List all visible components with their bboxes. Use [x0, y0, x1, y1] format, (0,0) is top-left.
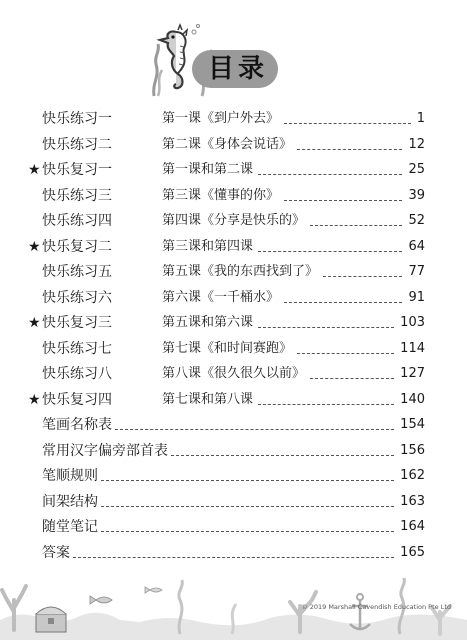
star-icon: ★ — [28, 238, 41, 255]
toc-entry-page: 91 — [405, 286, 425, 310]
dot-leader — [284, 123, 411, 124]
dot-leader — [101, 480, 394, 481]
dot-leader — [310, 378, 394, 379]
toc-entry-page: 165 — [397, 541, 425, 565]
dot-leader — [323, 276, 402, 277]
toc-entry[interactable] — [0, 337, 467, 361]
star-icon: ★ — [28, 162, 41, 178]
toc-entry-page: 25 — [405, 158, 425, 182]
toc-entry-page: 1 — [414, 107, 425, 131]
toc-entry[interactable] — [0, 107, 467, 131]
dot-leader — [115, 429, 394, 430]
toc-entry-label: 快乐练习七 — [42, 340, 112, 357]
toc-entry[interactable] — [0, 260, 467, 284]
dot-leader — [258, 174, 402, 175]
toc-entry-page: 156 — [397, 439, 425, 463]
dot-leader — [171, 455, 394, 456]
toc-header — [150, 22, 350, 97]
toc-entry-lesson: 第六课《一千桶水》 — [162, 286, 281, 310]
toc-entry-label: 快乐练习二 — [42, 136, 112, 153]
toc-entry-lesson: 第七课和第八课 — [162, 388, 255, 412]
toc-entry-label: 快乐复习四 — [42, 391, 112, 408]
toc-entry-page: 77 — [405, 260, 425, 284]
toc-entry-page: 103 — [397, 311, 425, 335]
toc-entry-lesson: 第五课和第六课 — [162, 311, 255, 335]
toc-entry[interactable] — [0, 133, 467, 157]
toc-entry-label: 快乐复习三 — [42, 315, 112, 331]
toc-entry-label: 快乐练习六 — [42, 289, 112, 306]
toc-entry[interactable] — [0, 311, 467, 335]
toc-entry-label: 快乐复习一 — [42, 162, 112, 178]
toc-entry[interactable] — [0, 235, 467, 259]
toc-entry-lesson: 第二课《身体会说话》 — [162, 133, 294, 157]
toc-entry[interactable] — [0, 286, 467, 310]
dot-leader — [297, 149, 402, 150]
toc-entry-lesson: 第八课《很久很久以前》 — [162, 362, 307, 386]
toc-entry-page: 154 — [397, 413, 425, 437]
toc-entry-lesson: 第四课《分享是快乐的》 — [162, 209, 307, 233]
coral-reef-illustration — [0, 560, 467, 640]
dot-leader — [284, 200, 402, 201]
toc-entry-page: 114 — [397, 337, 425, 361]
toc-entry[interactable] — [0, 209, 467, 233]
toc-entry[interactable] — [0, 515, 467, 539]
dot-leader — [73, 557, 394, 558]
toc-entry-label: 笔画名称表 — [42, 417, 112, 433]
toc-entry-label: 快乐练习四 — [42, 213, 112, 229]
toc-entry[interactable] — [0, 362, 467, 386]
toc-entry-label: 常用汉字偏旁部首表 — [42, 442, 168, 459]
toc-entry-label: 答案 — [42, 544, 70, 561]
toc-entry-page: 39 — [405, 184, 425, 208]
toc-entry-lesson: 第一课《到户外去》 — [162, 107, 281, 131]
toc-entry-lesson: 第五课《我的东西找到了》 — [162, 260, 320, 284]
toc-entry-page: 64 — [405, 235, 425, 259]
toc-entry-page: 127 — [397, 362, 425, 386]
toc-entry-lesson: 第三课《懂事的你》 — [162, 184, 281, 208]
toc-entry-page: 140 — [397, 388, 425, 412]
toc-entry-label: 随堂笔记 — [42, 519, 98, 535]
dot-leader — [101, 506, 394, 507]
toc-entry-page: 12 — [405, 133, 425, 157]
dot-leader — [258, 327, 394, 328]
dot-leader — [101, 531, 394, 532]
dot-leader — [258, 251, 402, 252]
toc-entry-page: 163 — [397, 490, 425, 514]
toc-entry[interactable] — [0, 184, 467, 208]
toc-entry[interactable] — [0, 158, 467, 182]
toc-entry[interactable] — [0, 464, 467, 488]
dot-leader — [258, 404, 394, 405]
toc-entry-label: 快乐练习八 — [42, 366, 112, 382]
page-title: 目录 — [208, 54, 269, 84]
star-icon: ★ — [28, 391, 41, 408]
toc-entry-label: 快乐练习一 — [42, 111, 112, 127]
star-icon: ★ — [28, 315, 41, 331]
dot-leader — [297, 353, 394, 354]
toc-entry-page: 52 — [405, 209, 425, 233]
toc-entry-lesson: 第三课和第四课 — [162, 235, 255, 259]
toc-entry[interactable] — [0, 439, 467, 463]
toc-entry[interactable] — [0, 490, 467, 514]
toc-entry-page: 164 — [397, 515, 425, 539]
toc-entry-label: 间架结构 — [42, 493, 98, 510]
toc-entry-lesson: 第七课《和时间赛跑》 — [162, 337, 294, 361]
toc-entry-lesson: 第一课和第二课 — [162, 158, 255, 182]
toc-entry-label: 快乐练习三 — [42, 187, 112, 204]
toc-entry[interactable] — [0, 413, 467, 437]
toc-entry[interactable] — [0, 388, 467, 412]
copyright-notice: © 2019 Marshall Cavendish Education Pte Ltd — [301, 603, 451, 611]
toc-entry-label: 快乐练习五 — [42, 264, 112, 280]
dot-leader — [310, 225, 402, 226]
toc-entry-page: 162 — [397, 464, 425, 488]
toc-entry-label: 笔顺规则 — [42, 468, 98, 484]
dot-leader — [284, 302, 402, 303]
toc-entry-label: 快乐复习二 — [42, 238, 112, 255]
